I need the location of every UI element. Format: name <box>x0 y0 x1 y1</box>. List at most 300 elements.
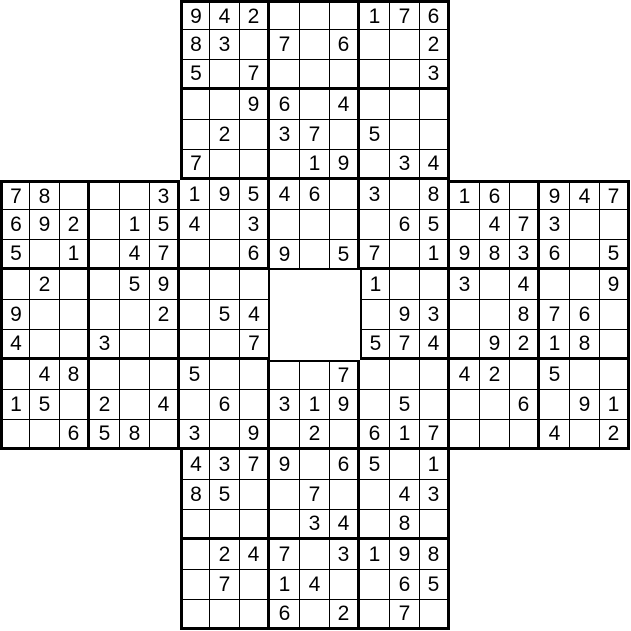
cell-r12c7[interactable] <box>210 360 240 390</box>
cell-r10c20[interactable] <box>600 300 630 330</box>
cell-r3c7[interactable] <box>210 90 240 120</box>
cell-r12c14[interactable] <box>420 360 450 390</box>
cell-r4c8[interactable] <box>240 120 270 150</box>
given-digit-r15c11: 6 <box>330 450 360 480</box>
cell-r18c6[interactable] <box>180 540 210 570</box>
cell-r5c7[interactable] <box>210 150 240 180</box>
cell-r14c17[interactable] <box>510 420 540 450</box>
empty-space <box>90 480 120 510</box>
cell-r12c10[interactable] <box>300 360 330 390</box>
empty-space <box>120 30 150 60</box>
given-digit-r16c7: 5 <box>210 480 240 510</box>
cell-r9c7[interactable] <box>210 270 240 300</box>
cell-r14c15[interactable] <box>450 420 480 450</box>
given-digit-r8c8: 6 <box>240 240 270 270</box>
given-digit-r7c8: 3 <box>240 210 270 240</box>
cell-r20c14[interactable] <box>420 600 450 630</box>
cell-r9c6[interactable] <box>180 270 210 300</box>
given-digit-r5c10: 1 <box>300 150 330 180</box>
empty-space <box>480 480 510 510</box>
cell-r3c6[interactable] <box>180 90 210 120</box>
cell-r1c12[interactable] <box>360 30 390 60</box>
cell-r1c13[interactable] <box>390 30 420 60</box>
cell-r2c11[interactable] <box>330 60 360 90</box>
empty-space <box>0 60 30 90</box>
cell-r3c10[interactable] <box>300 90 330 120</box>
given-digit-r14c20: 2 <box>600 420 630 450</box>
given-digit-r10c0: 9 <box>0 300 30 330</box>
cell-r8c6[interactable] <box>180 240 210 270</box>
given-digit-r12c11: 7 <box>330 360 360 390</box>
cell-r18c10[interactable] <box>300 540 330 570</box>
empty-space <box>600 450 630 480</box>
given-digit-r18c13: 9 <box>390 540 420 570</box>
empty-space <box>60 450 90 480</box>
cell-r16c12[interactable] <box>360 480 390 510</box>
given-digit-r9c17: 4 <box>510 270 540 300</box>
cell-r12c5[interactable] <box>150 360 180 390</box>
empty-space <box>270 330 300 360</box>
empty-space <box>0 540 30 570</box>
cell-r4c11[interactable] <box>330 120 360 150</box>
cell-r12c13[interactable] <box>390 360 420 390</box>
cell-r14c19[interactable] <box>570 420 600 450</box>
given-digit-r6c0: 7 <box>0 180 30 210</box>
cell-r10c1[interactable] <box>30 300 60 330</box>
empty-space <box>150 480 180 510</box>
given-digit-r5c11: 9 <box>330 150 360 180</box>
given-digit-r15c14: 1 <box>420 450 450 480</box>
given-digit-r19c7: 7 <box>210 570 240 600</box>
given-digit-r16c10: 7 <box>300 480 330 510</box>
given-digit-r1c9: 7 <box>270 30 300 60</box>
cell-r10c2[interactable] <box>60 300 90 330</box>
cell-r12c8[interactable] <box>240 360 270 390</box>
cell-r4c6[interactable] <box>180 120 210 150</box>
cell-r9c13[interactable] <box>390 270 420 300</box>
empty-space <box>600 510 630 540</box>
cell-r16c9[interactable] <box>270 480 300 510</box>
cell-r7c20[interactable] <box>600 210 630 240</box>
cell-r5c12[interactable] <box>360 150 390 180</box>
cell-r13c18[interactable] <box>540 390 570 420</box>
given-digit-r13c13: 5 <box>390 390 420 420</box>
cell-r12c0[interactable] <box>0 360 30 390</box>
given-digit-r18c9: 7 <box>270 540 300 570</box>
cell-r7c19[interactable] <box>570 210 600 240</box>
cell-r20c12[interactable] <box>360 600 390 630</box>
cell-r8c7[interactable] <box>210 240 240 270</box>
given-digit-r2c6: 5 <box>180 60 210 90</box>
empty-space <box>600 0 630 30</box>
cell-r9c18[interactable] <box>540 270 570 300</box>
given-digit-r10c8: 4 <box>240 300 270 330</box>
given-digit-r16c14: 3 <box>420 480 450 510</box>
empty-space <box>510 0 540 30</box>
empty-space <box>90 600 120 630</box>
cell-r13c14[interactable] <box>420 390 450 420</box>
given-digit-r19c14: 5 <box>420 570 450 600</box>
cell-r6c2[interactable] <box>60 180 90 210</box>
empty-space <box>90 90 120 120</box>
cell-r2c12[interactable] <box>360 60 390 90</box>
empty-space <box>600 150 630 180</box>
given-digit-r10c18: 7 <box>540 300 570 330</box>
given-digit-r14c3: 5 <box>90 420 120 450</box>
empty-space <box>450 600 480 630</box>
empty-space <box>0 450 30 480</box>
cell-r3c14[interactable] <box>420 90 450 120</box>
empty-space <box>600 570 630 600</box>
given-digit-r7c16: 4 <box>480 210 510 240</box>
empty-space <box>510 150 540 180</box>
cell-r20c10[interactable] <box>300 600 330 630</box>
empty-space <box>300 300 330 330</box>
cell-r10c3[interactable] <box>90 300 120 330</box>
empty-space <box>30 30 60 60</box>
given-digit-r11c19: 8 <box>570 330 600 360</box>
cell-r20c8[interactable] <box>240 600 270 630</box>
given-digit-r0c13: 7 <box>390 0 420 30</box>
cell-r0c10[interactable] <box>300 0 330 30</box>
given-digit-r1c11: 6 <box>330 30 360 60</box>
cell-r2c9[interactable] <box>270 60 300 90</box>
given-digit-r7c2: 2 <box>60 210 90 240</box>
cell-r8c3[interactable] <box>90 240 120 270</box>
cell-r0c9[interactable] <box>270 0 300 30</box>
given-digit-r9c1: 2 <box>30 270 60 300</box>
given-digit-r10c5: 2 <box>150 300 180 330</box>
given-digit-r8c12: 7 <box>360 240 390 270</box>
empty-space <box>540 510 570 540</box>
cell-r16c8[interactable] <box>240 480 270 510</box>
cell-r15c13[interactable] <box>390 450 420 480</box>
empty-space <box>480 450 510 480</box>
cell-r6c4[interactable] <box>120 180 150 210</box>
given-digit-r15c6: 4 <box>180 450 210 480</box>
cell-r14c16[interactable] <box>480 420 510 450</box>
cell-r15c10[interactable] <box>300 450 330 480</box>
given-digit-r6c14: 8 <box>420 180 450 210</box>
given-digit-r12c1: 4 <box>30 360 60 390</box>
empty-space <box>270 270 300 300</box>
empty-space <box>120 510 150 540</box>
cell-r7c12[interactable] <box>360 210 390 240</box>
empty-space <box>480 150 510 180</box>
cell-r14c5[interactable] <box>150 420 180 450</box>
given-digit-r8c15: 9 <box>450 240 480 270</box>
cell-r14c1[interactable] <box>30 420 60 450</box>
cell-r2c10[interactable] <box>300 60 330 90</box>
given-digit-r20c9: 6 <box>270 600 300 630</box>
given-digit-r6c8: 5 <box>240 180 270 210</box>
cell-r17c6[interactable] <box>180 510 210 540</box>
empty-space <box>120 480 150 510</box>
cell-r7c3[interactable] <box>90 210 120 240</box>
cell-r12c20[interactable] <box>600 360 630 390</box>
given-digit-r0c12: 1 <box>360 0 390 30</box>
empty-space <box>60 600 90 630</box>
empty-space <box>570 480 600 510</box>
cell-r7c7[interactable] <box>210 210 240 240</box>
given-digit-r7c6: 4 <box>180 210 210 240</box>
given-digit-r9c4: 5 <box>120 270 150 300</box>
empty-space <box>0 150 30 180</box>
empty-space <box>150 450 180 480</box>
cell-r8c10[interactable] <box>300 240 330 270</box>
cell-r2c13[interactable] <box>390 60 420 90</box>
cell-r19c6[interactable] <box>180 570 210 600</box>
cell-r19c12[interactable] <box>360 570 390 600</box>
cell-r9c19[interactable] <box>570 270 600 300</box>
empty-space <box>30 450 60 480</box>
given-digit-r6c20: 7 <box>600 180 630 210</box>
empty-space <box>120 120 150 150</box>
empty-space <box>510 120 540 150</box>
cell-r1c10[interactable] <box>300 30 330 60</box>
given-digit-r3c8: 9 <box>240 90 270 120</box>
empty-space <box>90 450 120 480</box>
empty-space <box>450 570 480 600</box>
given-digit-r5c6: 7 <box>180 150 210 180</box>
given-digit-r17c11: 4 <box>330 510 360 540</box>
cell-r7c9[interactable] <box>270 210 300 240</box>
cell-r7c10[interactable] <box>300 210 330 240</box>
cell-r17c12[interactable] <box>360 510 390 540</box>
given-digit-r9c5: 9 <box>150 270 180 300</box>
cell-r19c8[interactable] <box>240 570 270 600</box>
empty-space <box>120 0 150 30</box>
empty-space <box>540 540 570 570</box>
given-digit-r14c18: 4 <box>540 420 570 450</box>
empty-space <box>60 480 90 510</box>
cell-r14c0[interactable] <box>0 420 30 450</box>
given-digit-r0c8: 2 <box>240 0 270 30</box>
given-digit-r4c7: 2 <box>210 120 240 150</box>
cell-r12c12[interactable] <box>360 360 390 390</box>
cell-r9c8[interactable] <box>240 270 270 300</box>
empty-space <box>60 150 90 180</box>
empty-space <box>510 480 540 510</box>
cell-r5c9[interactable] <box>270 150 300 180</box>
given-digit-r11c0: 4 <box>0 330 30 360</box>
given-digit-r11c17: 2 <box>510 330 540 360</box>
empty-space <box>480 600 510 630</box>
cell-r11c15[interactable] <box>450 330 480 360</box>
empty-space <box>570 600 600 630</box>
cell-r7c15[interactable] <box>450 210 480 240</box>
given-digit-r9c12: 1 <box>360 270 390 300</box>
cell-r1c8[interactable] <box>240 30 270 60</box>
cell-r6c11[interactable] <box>330 180 360 210</box>
empty-space <box>600 60 630 90</box>
given-digit-r11c3: 3 <box>90 330 120 360</box>
empty-space <box>0 120 30 150</box>
cell-r6c13[interactable] <box>390 180 420 210</box>
given-digit-r9c15: 3 <box>450 270 480 300</box>
given-digit-r6c19: 4 <box>570 180 600 210</box>
empty-space <box>540 120 570 150</box>
cell-r10c16[interactable] <box>480 300 510 330</box>
empty-space <box>60 30 90 60</box>
cell-r0c11[interactable] <box>330 0 360 30</box>
empty-space <box>480 510 510 540</box>
cell-r10c15[interactable] <box>450 300 480 330</box>
given-digit-r11c16: 9 <box>480 330 510 360</box>
given-digit-r6c6: 1 <box>180 180 210 210</box>
given-digit-r16c13: 4 <box>390 480 420 510</box>
cell-r13c4[interactable] <box>120 390 150 420</box>
cell-r6c17[interactable] <box>510 180 540 210</box>
cell-r12c17[interactable] <box>510 360 540 390</box>
given-digit-r13c9: 3 <box>270 390 300 420</box>
empty-space <box>540 450 570 480</box>
empty-space <box>570 30 600 60</box>
cell-r9c2[interactable] <box>60 270 90 300</box>
given-digit-r10c14: 3 <box>420 300 450 330</box>
cell-r11c7[interactable] <box>210 330 240 360</box>
cell-r17c14[interactable] <box>420 510 450 540</box>
given-digit-r11c8: 7 <box>240 330 270 360</box>
cell-r20c6[interactable] <box>180 600 210 630</box>
given-digit-r1c6: 8 <box>180 30 210 60</box>
given-digit-r1c7: 3 <box>210 30 240 60</box>
empty-space <box>30 60 60 90</box>
empty-space <box>150 30 180 60</box>
cell-r3c13[interactable] <box>390 90 420 120</box>
cell-r8c1[interactable] <box>30 240 60 270</box>
given-digit-r15c7: 3 <box>210 450 240 480</box>
cell-r10c6[interactable] <box>180 300 210 330</box>
cell-r12c4[interactable] <box>120 360 150 390</box>
cell-r2c7[interactable] <box>210 60 240 90</box>
empty-space <box>510 600 540 630</box>
empty-space <box>480 60 510 90</box>
cell-r17c7[interactable] <box>210 510 240 540</box>
empty-space <box>540 60 570 90</box>
cell-r9c16[interactable] <box>480 270 510 300</box>
given-digit-r6c9: 4 <box>270 180 300 210</box>
cell-r5c8[interactable] <box>240 150 270 180</box>
empty-space <box>60 60 90 90</box>
given-digit-r8c18: 6 <box>540 240 570 270</box>
given-digit-r6c7: 9 <box>210 180 240 210</box>
cell-r8c19[interactable] <box>570 240 600 270</box>
cell-r10c12[interactable] <box>360 300 390 330</box>
cell-r13c2[interactable] <box>60 390 90 420</box>
empty-space <box>30 510 60 540</box>
given-digit-r18c14: 8 <box>420 540 450 570</box>
given-digit-r13c7: 6 <box>210 390 240 420</box>
cell-r20c7[interactable] <box>210 600 240 630</box>
cell-r4c14[interactable] <box>420 120 450 150</box>
empty-space <box>300 330 330 360</box>
cell-r12c3[interactable] <box>90 360 120 390</box>
given-digit-r12c2: 8 <box>60 360 90 390</box>
cell-r12c9[interactable] <box>270 360 300 390</box>
cell-r14c9[interactable] <box>270 420 300 450</box>
cell-r13c12[interactable] <box>360 390 390 420</box>
cell-r8c13[interactable] <box>390 240 420 270</box>
given-digit-r19c9: 1 <box>270 570 300 600</box>
cell-r13c15[interactable] <box>450 390 480 420</box>
given-digit-r13c17: 6 <box>510 390 540 420</box>
cell-r6c3[interactable] <box>90 180 120 210</box>
cell-r11c6[interactable] <box>180 330 210 360</box>
cell-r11c20[interactable] <box>600 330 630 360</box>
cell-r9c3[interactable] <box>90 270 120 300</box>
cell-r11c4[interactable] <box>120 330 150 360</box>
cell-r14c11[interactable] <box>330 420 360 450</box>
cell-r4c13[interactable] <box>390 120 420 150</box>
empty-space <box>510 450 540 480</box>
empty-space <box>570 450 600 480</box>
empty-space <box>570 120 600 150</box>
empty-space <box>150 510 180 540</box>
empty-space <box>270 300 300 330</box>
empty-space <box>330 330 360 360</box>
given-digit-r3c11: 4 <box>330 90 360 120</box>
given-digit-r18c12: 1 <box>360 540 390 570</box>
cell-r11c5[interactable] <box>150 330 180 360</box>
given-digit-r7c4: 1 <box>120 210 150 240</box>
given-digit-r4c9: 3 <box>270 120 300 150</box>
given-digit-r13c3: 2 <box>90 390 120 420</box>
cell-r13c6[interactable] <box>180 390 210 420</box>
empty-space <box>600 90 630 120</box>
given-digit-r3c9: 6 <box>270 90 300 120</box>
empty-space <box>570 0 600 30</box>
cell-r3c12[interactable] <box>360 90 390 120</box>
cell-r13c16[interactable] <box>480 390 510 420</box>
cell-r11c1[interactable] <box>30 330 60 360</box>
cell-r14c7[interactable] <box>210 420 240 450</box>
given-digit-r4c12: 5 <box>360 120 390 150</box>
empty-space <box>450 120 480 150</box>
cell-r17c9[interactable] <box>270 510 300 540</box>
cell-r7c11[interactable] <box>330 210 360 240</box>
empty-space <box>120 600 150 630</box>
empty-space <box>450 540 480 570</box>
cell-r16c11[interactable] <box>330 480 360 510</box>
cell-r10c4[interactable] <box>120 300 150 330</box>
given-digit-r16c6: 8 <box>180 480 210 510</box>
given-digit-r15c9: 9 <box>270 450 300 480</box>
empty-space <box>450 90 480 120</box>
cell-r19c11[interactable] <box>330 570 360 600</box>
given-digit-r8c14: 1 <box>420 240 450 270</box>
empty-space <box>90 510 120 540</box>
empty-space <box>300 270 330 300</box>
cell-r17c8[interactable] <box>240 510 270 540</box>
cell-r13c8[interactable] <box>240 390 270 420</box>
empty-space <box>510 570 540 600</box>
given-digit-r19c13: 6 <box>390 570 420 600</box>
cell-r9c0[interactable] <box>0 270 30 300</box>
given-digit-r7c13: 6 <box>390 210 420 240</box>
empty-space <box>0 600 30 630</box>
given-digit-r14c10: 2 <box>300 420 330 450</box>
empty-space <box>30 600 60 630</box>
given-digit-r12c18: 5 <box>540 360 570 390</box>
given-digit-r8c4: 4 <box>120 240 150 270</box>
empty-space <box>150 90 180 120</box>
cell-r11c2[interactable] <box>60 330 90 360</box>
cell-r9c14[interactable] <box>420 270 450 300</box>
given-digit-r15c8: 7 <box>240 450 270 480</box>
cell-r12c19[interactable] <box>570 360 600 390</box>
given-digit-r5c13: 3 <box>390 150 420 180</box>
